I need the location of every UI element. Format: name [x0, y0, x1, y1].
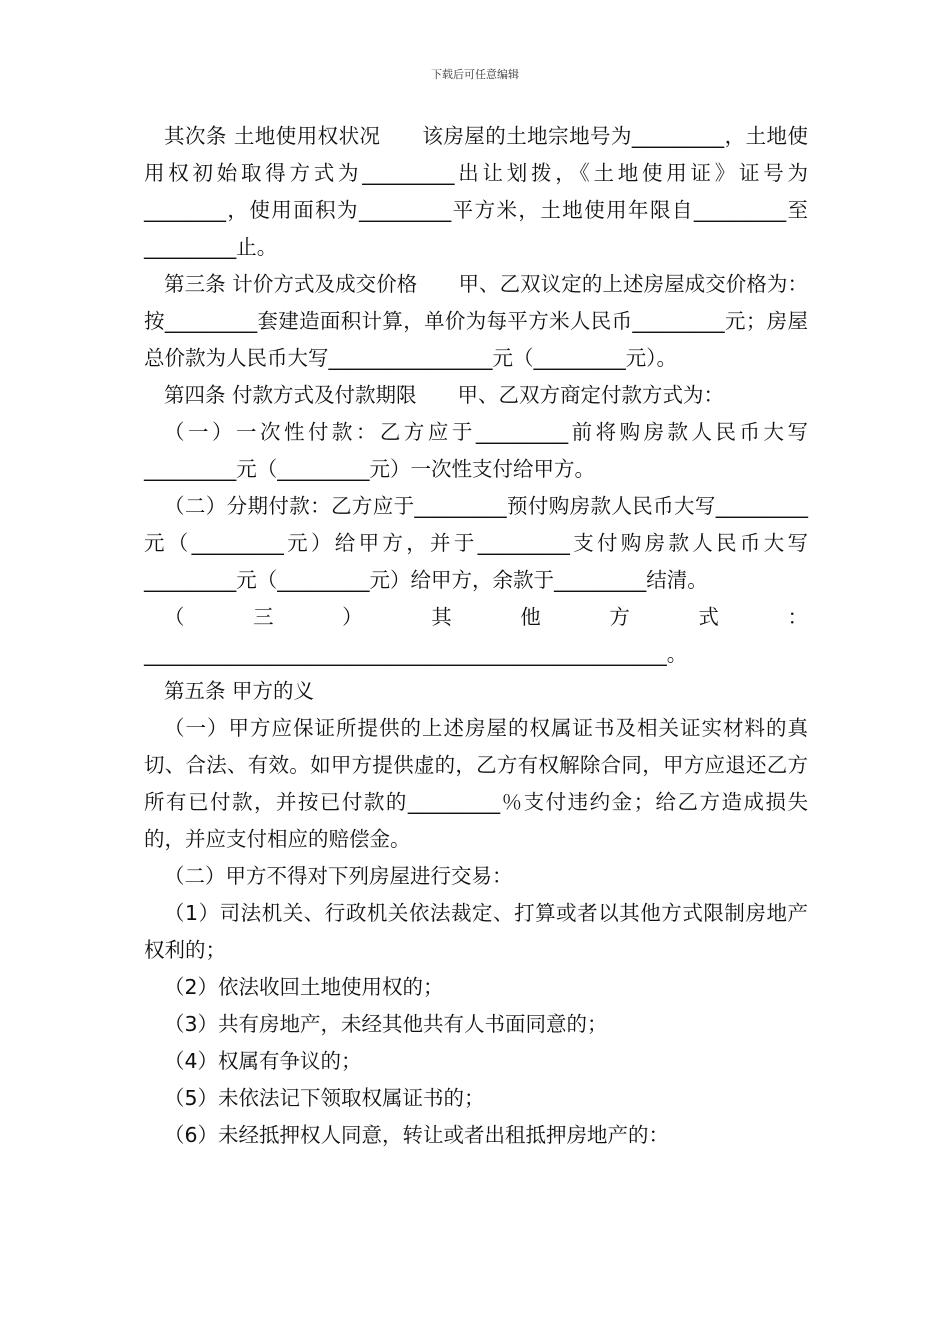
- restriction-5: （5）未依法记下领取权属证书的；: [164, 1086, 485, 1110]
- contract-body: [144, 118, 808, 1154]
- article-5-item-2: （二）甲方不得对下列房屋进行交易：: [164, 864, 513, 888]
- article-4-title: 第四条 付款方式及付款期限 甲、乙双方商定付款方式为：: [164, 383, 725, 407]
- restriction-3: （3）共有房地产，未经其他共有人书面同意的；: [164, 1012, 608, 1036]
- article-5-title: 第五条 甲方的义: [164, 679, 315, 703]
- page-header: 下载后可任意编辑: [431, 68, 519, 81]
- article-4-item-2: （二）分期付款：乙方应于_________预付购房款人民币大写_________元（_________元）给甲方，并于_________支付购房款人民币大写_________元（_________元）给甲方，余款于_________结清。: [144, 494, 808, 592]
- article-2-land-use: 其次条 土地使用权状况 该房屋的土地宗地号为_________，土地使用权初始取得方式为_________出让划拨，《土地使用证》证号为________，使用面积为_________平方米，土地使用年限自_________至_________止。: [144, 124, 808, 259]
- restriction-4: （4）权属有争议的；: [164, 1049, 362, 1073]
- restriction-2: （2）依法收回土地使用权的；: [164, 975, 444, 999]
- article-4-item-3: （三）其他方式：___________________________________________________。: [144, 605, 808, 666]
- restriction-1: （1）司法机关、行政机关依法裁定、打算或者以其他方式限制房地产权利的；: [144, 901, 808, 962]
- restriction-6: （6）未经抵押权人同意，转让或者出租抵押房地产的：: [164, 1123, 670, 1147]
- article-5-item-1: （一）甲方应保证所提供的上述房屋的权属证书及相关证实材料的真切、合法、有效。如甲方提供虚的，乙方有权解除合同，甲方应退还乙方所有已付款，并按已付款的_________％支付违约金；给乙方造成损失的，并应支付相应的赔偿金。: [144, 716, 808, 851]
- article-4-item-1: （一）一次性付款：乙方应于_________前将购房款人民币大写_________元（_________元）一次性支付给甲方。: [144, 420, 808, 481]
- article-3-price: 第三条 计价方式及成交价格 甲、乙双议定的上述房屋成交价格为：按_________套建造面积计算，单价为每平方米人民币_________元；房屋总价款为人民币大写________________元（_________元）。: [144, 272, 808, 370]
